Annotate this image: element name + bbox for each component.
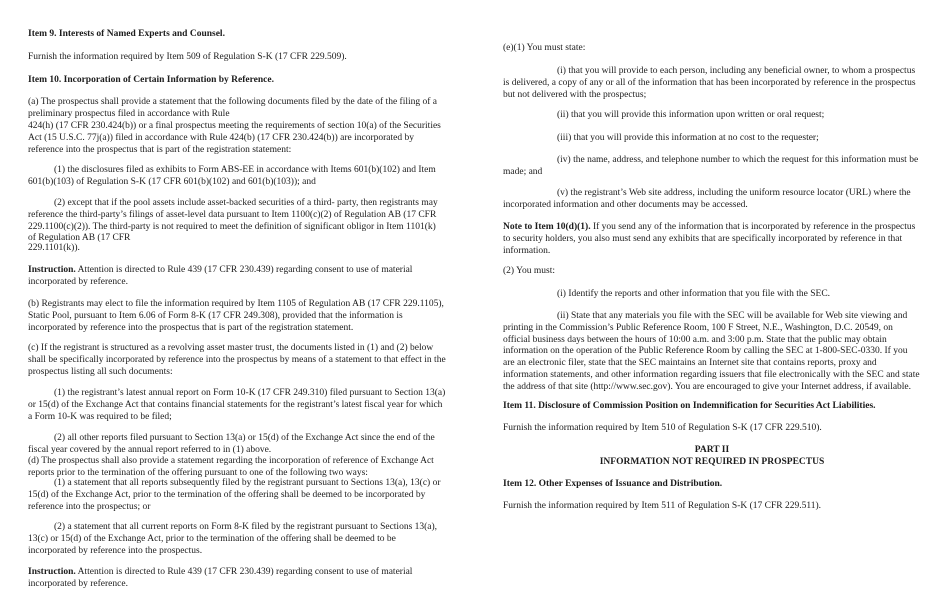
- item11-text: Furnish the information required by Item 510 of Regulation S-K (17 CFR 229.510).: [503, 423, 822, 433]
- instruction-1-label: Instruction.: [28, 265, 76, 275]
- e1-iii: (iii) that you will provide this information at no cost to the requester;: [557, 133, 819, 143]
- e2-intro: (2) You must:: [503, 266, 555, 276]
- e2-i: (i) Identify the reports and other information that you file with the SEC.: [557, 289, 831, 299]
- item9-heading: Item 9. Interests of Named Experts and Counsel.: [28, 29, 225, 39]
- e1-ii: (ii) that you will provide this information upon written or oral request;: [557, 110, 825, 120]
- e1-v: (v) the registrant’s Web site address, including the uniform resource locator (URL) where the incorporated information and other documents may be accessed.: [503, 188, 911, 210]
- instruction-2-text: Attention is directed to Rule 439 (17 CFR 230.439) regarding consent to use of material incorporated by reference.: [28, 567, 413, 589]
- item9-text: Furnish the information required by Item 509 of Regulation S-K (17 CFR 229.509).: [28, 52, 347, 62]
- para-c-2: (2) all other reports filed pursuant to Section 13(a) or 15(d) of the Exchange Act since the end of the fiscal year covered by the annual report referred to in (1) above.: [28, 433, 435, 455]
- para-d-2: (2) a statement that all current reports on Form 8-K filed by the registrant pursuant to Sections 13(a), 13(c) or 15(d) of the Exchange Act, prior to the termination of the offering shall be deemed to be incorporated by reference into the prospectus.: [28, 522, 438, 556]
- item12-heading: Item 12. Other Expenses of Issuance and Distribution.: [503, 479, 723, 489]
- para-a-2: (2) except that if the pool assets include asset-backed securities of a third- party, then registrants may reference the third-party’s filings of asset-level data pursuant to Item 1100(c)(2) of Regulation AB (17 CFR 229.1100(c)(2)). The third-party is not required to meet the definition of significant obligor in Item 1101(k) of Regulation AB (17 CFR: [28, 198, 438, 244]
- instruction-1-text: Attention is directed to Rule 439 (17 CFR 230.439) regarding consent to use of material incorporated by reference.: [28, 265, 413, 287]
- para-a: (a) The prospectus shall provide a statement that the following documents filed by the date of the filing of a preliminary prospectus filed in accordance with Rule: [28, 97, 438, 119]
- item10-heading: Item 10. Incorporation of Certain Information by Reference.: [28, 75, 274, 85]
- item11-heading: Item 11. Disclosure of Commission Position on Indemnification for Securities Act Liabilities.: [503, 401, 876, 411]
- para-d: (d) The prospectus shall also provide a statement regarding the incorporation of reference of Exchange Act reports prior to the termination of the offering pursuant to one of the following two ways:: [28, 456, 434, 478]
- para-a-1: (1) the disclosures filed as exhibits to Form ABS-EE in accordance with Items 601(b)(102) and Item 601(b)(103) of Regulation S-K (17 CFR 601(b)(102) and 601(b)(103)); and: [28, 165, 436, 187]
- e1-i: (i) that you will provide to each person, including any beneficial owner, to whom a prospectus is delivered, a copy of any or all of the information that has been incorporated by reference in the prospectus but not delivered with the prospectus;: [503, 66, 916, 100]
- note-item-10: [503, 222, 921, 257]
- para-a-2-end: 229.1101(k)).: [28, 243, 80, 253]
- instruction-2-label: Instruction.: [28, 567, 76, 577]
- instruction-2: [28, 567, 446, 591]
- para-a-continued: 424(h) (17 CFR 230.424(b)) or a final prospectus meeting the requirements of section 10(a) of the Securities Act (15 U.S.C. 77j(a)) filed in accordance with Rule 424(b) (17 CFR 230.424(b)) are incorporated by reference into the prospectus that is part of the registration statement:: [28, 121, 441, 155]
- instruction-1: [28, 265, 446, 289]
- para-c: (c) If the registrant is structured as a revolving asset master trust, the documents listed in (1) and (2) below shall be specifically incorporated by reference into the prospectus by means of a statement to that effect in the prospectus listing all such documents:: [28, 343, 446, 377]
- para-b: (b) Registrants may elect to file the information required by Item 1105 of Regulation AB (17 CFR 229.1105), Static Pool, pursuant to Item 6.06 of Form 8-K (17 CFR 249.308), provided that the information is incorporated by reference into the prospectus that is part of the registration statement.: [28, 299, 444, 333]
- item12-text: Furnish the information required by Item 511 of Regulation S-K (17 CFR 229.511).: [503, 501, 822, 511]
- e1-iv: (iv) the name, address, and telephone number to which the request for this information must be made; and: [503, 155, 919, 177]
- part2-title: PART II: [694, 445, 730, 455]
- note-text: If you send any of the information that is incorporated by reference in the prospectus to security holders, you also must send any exhibits that are specifically incorporated by reference in that information.: [503, 222, 916, 256]
- para-c-1: (1) the registrant’s latest annual report on Form 10-K (17 CFR 249.310) filed pursuant to Section 13(a) or 15(d) of the Exchange Act that contains financial statements for the registrant’s latest fiscal year for which a Form 10-K was required to be filed;: [28, 388, 446, 422]
- para-d-1: (1) a statement that all reports subsequently filed by the registrant pursuant to Sections 13(a), 13(c) or 15(d) of the Exchange Act, prior to the termination of the offering shall be deemed to be incorporated by reference into the prospectus; or: [28, 478, 441, 512]
- part2-subtitle: INFORMATION NOT REQUIRED IN PROSPECTUS: [599, 457, 825, 467]
- e2-ii: (ii) State that any materials you file with the SEC will be available for Web site viewing and printing in the Commission’s Public Reference Room, 100 F Street, N.E., Washington, D.C. 20549, on official business days between the hours of 10:00 a.m. and 3:00 p.m. State that the public may obtain information on the operation of the Public Reference Room by calling the SEC at 1-800-SEC-0330. If you are an electronic filer, state that the SEC maintains an Internet site that contains reports, proxy and information statements, and other information regarding issuers that file electronically with the SEC and state the address of that site (http://www.sec.gov). You are encouraged to give your Internet address, if available.: [503, 311, 920, 392]
- e1-intro: (e)(1) You must state:: [503, 43, 586, 53]
- note-label: Note to Item 10(d)(1).: [503, 222, 591, 232]
